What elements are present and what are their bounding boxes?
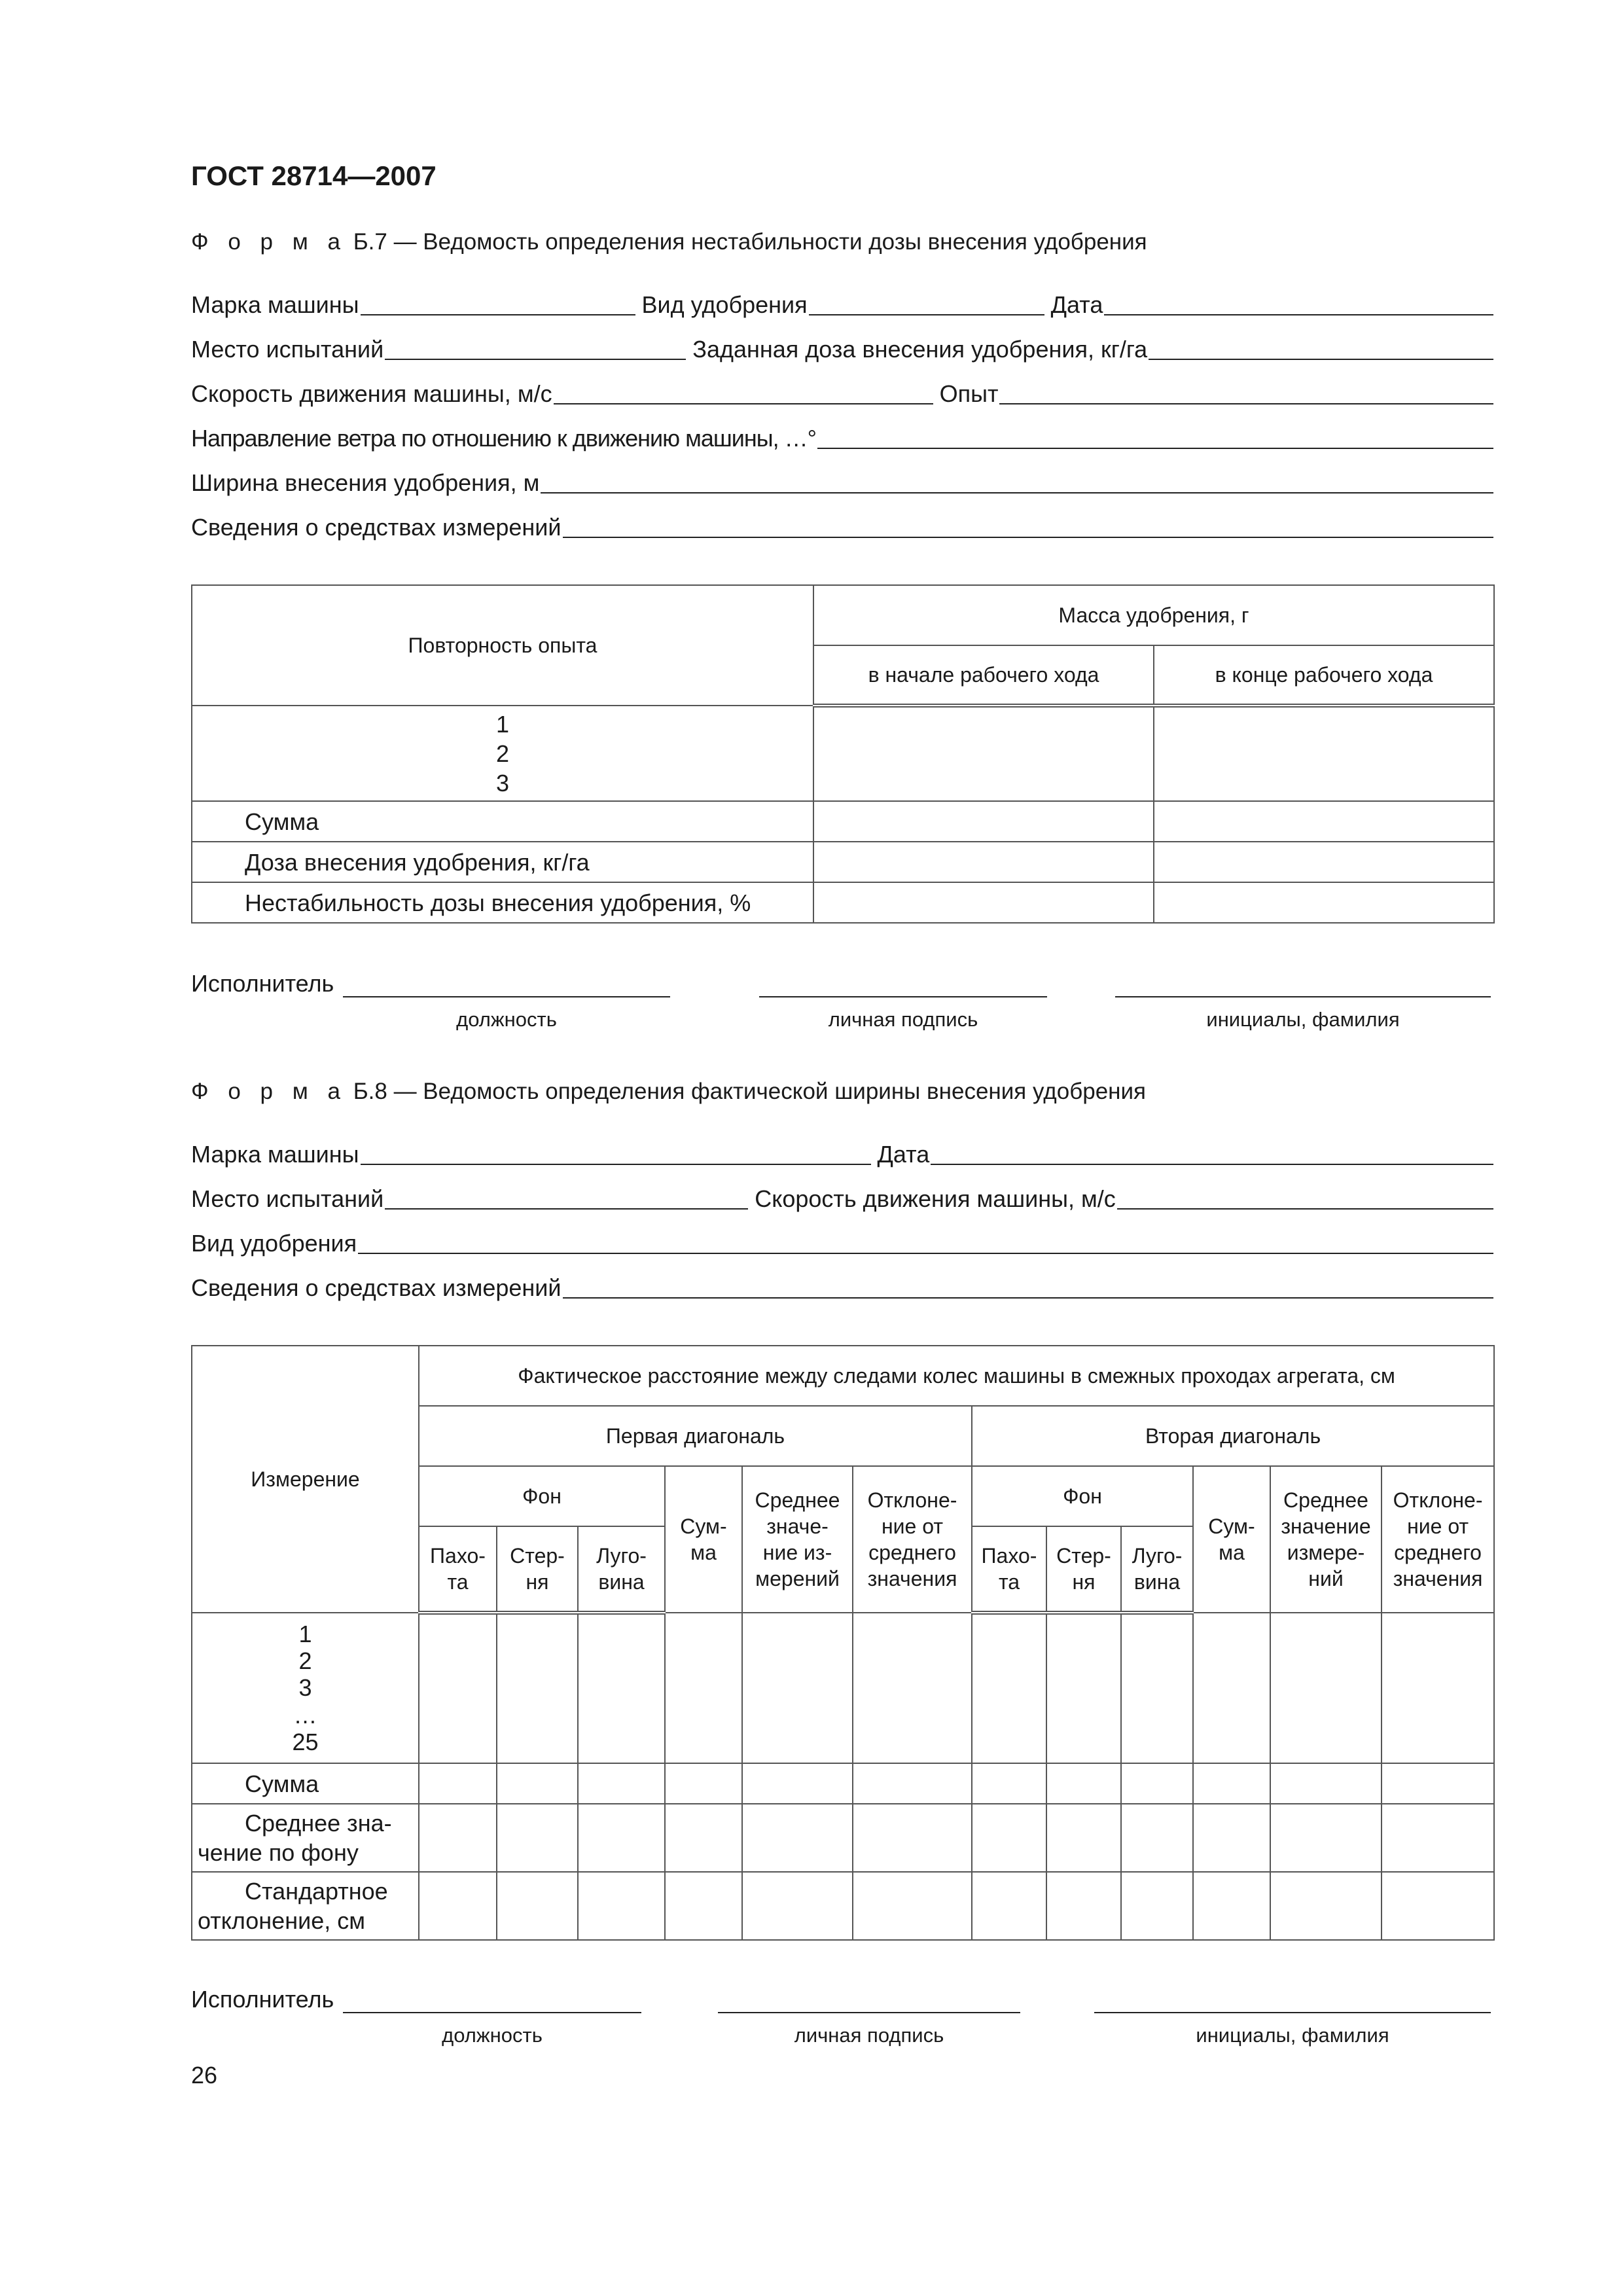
b8-cell[interactable] bbox=[1121, 1763, 1193, 1804]
b8-cell[interactable] bbox=[1121, 1613, 1193, 1763]
b8-machine-brand-field[interactable] bbox=[361, 1140, 871, 1165]
form-b8-title-text: Б.8 — Ведомость определения фактической ширины внесения удобрения bbox=[353, 1079, 1146, 1104]
b8-row-instruments bbox=[191, 1271, 1493, 1301]
b8-mean-label: Среднее зна- чение по фону bbox=[192, 1804, 419, 1872]
b8-cell[interactable] bbox=[1046, 1872, 1121, 1940]
b8-dev1-header: Отклоне- ние от среднего значения bbox=[853, 1466, 972, 1613]
b8-cell[interactable] bbox=[665, 1804, 742, 1872]
b8-cell[interactable] bbox=[1121, 1804, 1193, 1872]
b8-fertilizer-type-field[interactable] bbox=[358, 1229, 1493, 1254]
b8-cell[interactable] bbox=[578, 1872, 665, 1940]
b7-sum-start[interactable] bbox=[813, 801, 1154, 842]
b8-row-brand bbox=[191, 1138, 1493, 1168]
form-b8-title bbox=[191, 1079, 1146, 1105]
b8-cell[interactable] bbox=[419, 1613, 497, 1763]
b8-sum2-header: Сум- ма bbox=[1193, 1466, 1270, 1613]
b8-cell[interactable] bbox=[972, 1763, 1046, 1804]
b8-second-diagonal-header: Вторая диагональ bbox=[972, 1406, 1494, 1466]
b7-name-field[interactable] bbox=[1115, 996, 1491, 997]
b8-instruments-label: Сведения о средствах измерений bbox=[191, 1274, 562, 1301]
b7-wind-field[interactable] bbox=[817, 424, 1493, 449]
b8-cell[interactable] bbox=[665, 1872, 742, 1940]
b8-name-caption: инициалы, фамилия bbox=[1196, 2024, 1389, 2047]
b8-cell[interactable] bbox=[1193, 1763, 1270, 1804]
b7-row-place bbox=[191, 332, 1493, 363]
b8-executor-label: Исполнитель bbox=[191, 1986, 334, 2013]
b7-position-field[interactable] bbox=[343, 996, 670, 997]
b8-fertilizer-type-label: Вид удобрения bbox=[191, 1230, 357, 1257]
b8-cell[interactable] bbox=[1270, 1872, 1382, 1940]
b8-speed-field[interactable] bbox=[1117, 1185, 1493, 1210]
b7-dose-start[interactable] bbox=[813, 842, 1154, 882]
b8-bg1-header: Фон bbox=[419, 1466, 665, 1526]
b7-date-field[interactable] bbox=[1104, 291, 1493, 315]
b7-col-start-header: в начале рабочего хода bbox=[813, 645, 1154, 706]
b7-set-dose-label: Заданная доза внесения удобрения, кг/га bbox=[692, 336, 1148, 363]
b7-dose-row bbox=[192, 842, 1494, 882]
b7-fertilizer-type-label: Вид удобрения bbox=[641, 291, 808, 318]
b7-instruments-label: Сведения о средствах измерений bbox=[191, 514, 562, 541]
b8-cell[interactable] bbox=[1046, 1804, 1121, 1872]
b7-name-caption: инициалы, фамилия bbox=[1206, 1008, 1400, 1031]
form-b8-title-prefix: Ф о р м а bbox=[191, 1079, 347, 1104]
b8-first-diagonal-header: Первая диагональ bbox=[419, 1406, 972, 1466]
b8-cell[interactable] bbox=[497, 1613, 578, 1763]
b7-instability-start[interactable] bbox=[813, 882, 1154, 923]
b8-std-row bbox=[192, 1872, 1494, 1940]
b7-row-instruments bbox=[191, 511, 1493, 541]
form-b7-title-prefix: Ф о р м а bbox=[191, 229, 347, 255]
b8-col-measure-header: Измерение bbox=[192, 1346, 419, 1613]
b8-cell[interactable] bbox=[665, 1763, 742, 1804]
b7-row-width bbox=[191, 466, 1493, 496]
b7-experiment-label: Опыт bbox=[939, 380, 999, 407]
b8-cell[interactable] bbox=[497, 1872, 578, 1940]
b7-dose-label: Доза внесения удобрения, кг/га bbox=[192, 842, 813, 882]
b8-sum1-header: Сум- ма bbox=[665, 1466, 742, 1613]
b7-sum-label: Сумма bbox=[192, 801, 813, 842]
b7-instability-row bbox=[192, 882, 1494, 923]
b7-col-mass-header: Масса удобрения, г bbox=[813, 585, 1494, 645]
b8-speed-label: Скорость движения машины, м/с bbox=[755, 1185, 1116, 1212]
b8-table bbox=[191, 1345, 1495, 1941]
b8-cell[interactable] bbox=[497, 1763, 578, 1804]
form-b7-title-text: Б.7 — Ведомость определения нестабильности дозы внесения удобрения bbox=[353, 229, 1147, 255]
b8-sum-row bbox=[192, 1763, 1494, 1804]
b8-date-field[interactable] bbox=[931, 1140, 1493, 1165]
b7-fertilizer-type-field[interactable] bbox=[809, 291, 1044, 315]
b8-cell[interactable] bbox=[1193, 1613, 1270, 1763]
b8-cell[interactable] bbox=[1382, 1763, 1494, 1804]
b8-plowed2-header: Пахо- та bbox=[972, 1526, 1046, 1613]
b8-cell[interactable] bbox=[578, 1804, 665, 1872]
b8-cell[interactable] bbox=[497, 1804, 578, 1872]
b7-repeat-3: 3 bbox=[495, 769, 510, 797]
b7-col-repeat-header: Повторность опыта bbox=[192, 585, 813, 706]
b8-cell[interactable] bbox=[1270, 1613, 1382, 1763]
b8-cell[interactable] bbox=[972, 1872, 1046, 1940]
b7-position-caption: должность bbox=[456, 1008, 557, 1031]
b8-cell[interactable] bbox=[1382, 1872, 1494, 1940]
b7-instability-label: Нестабильность дозы внесения удобрения, % bbox=[192, 882, 813, 923]
b8-cell[interactable] bbox=[1382, 1613, 1494, 1763]
b7-speed-field[interactable] bbox=[554, 380, 933, 404]
b8-meadow1-header: Луго- вина bbox=[578, 1526, 665, 1613]
b7-repeat-1: 1 bbox=[495, 710, 510, 738]
b8-signature-field[interactable] bbox=[718, 2012, 1020, 2013]
b7-width-field[interactable] bbox=[541, 469, 1493, 493]
b8-cell[interactable] bbox=[1121, 1872, 1193, 1940]
b8-cell[interactable] bbox=[1382, 1804, 1494, 1872]
b8-cell[interactable] bbox=[1270, 1763, 1382, 1804]
b8-position-caption: должность bbox=[442, 2024, 543, 2047]
b7-wind-label: Направление ветра по отношению к движению машины, …° bbox=[191, 425, 817, 452]
b8-std-label: Стандартное отклонение, см bbox=[192, 1872, 419, 1940]
b7-sum-row bbox=[192, 801, 1494, 842]
b8-cell[interactable] bbox=[1046, 1613, 1121, 1763]
b8-cell[interactable] bbox=[578, 1613, 665, 1763]
b7-machine-brand-field[interactable] bbox=[361, 291, 635, 315]
b8-dev2-header: Отклоне- ние от среднего значения bbox=[1382, 1466, 1494, 1613]
b8-cell[interactable] bbox=[853, 1804, 972, 1872]
b7-cell-start[interactable] bbox=[813, 706, 1154, 801]
b7-instruments-field[interactable] bbox=[563, 513, 1493, 538]
b8-position-field[interactable] bbox=[343, 2012, 641, 2013]
b7-repeats-cell bbox=[192, 706, 813, 801]
b8-cell[interactable] bbox=[419, 1763, 497, 1804]
b7-repeats-row bbox=[192, 706, 1494, 801]
b8-cell[interactable] bbox=[1193, 1872, 1270, 1940]
b8-signature-caption: личная подпись bbox=[794, 2024, 944, 2047]
b8-mean-row bbox=[192, 1804, 1494, 1872]
page-number: 26 bbox=[191, 2062, 218, 2089]
b8-cell[interactable] bbox=[742, 1872, 853, 1940]
b8-cell[interactable] bbox=[853, 1763, 972, 1804]
b7-row-wind bbox=[191, 422, 1493, 452]
b8-meadow2-header: Луго- вина bbox=[1121, 1526, 1193, 1613]
b7-signature-block bbox=[191, 969, 1493, 1034]
b7-machine-brand-label: Марка машины bbox=[191, 291, 359, 318]
b8-cell[interactable] bbox=[1270, 1804, 1382, 1872]
b8-cell[interactable] bbox=[742, 1804, 853, 1872]
b7-experiment-field[interactable] bbox=[999, 380, 1493, 404]
b8-col-distance-header: Фактическое расстояние между следами колес машины в смежных проходах агрегата, см bbox=[419, 1346, 1494, 1406]
b8-name-field[interactable] bbox=[1094, 2012, 1491, 2013]
b8-instruments-field[interactable] bbox=[563, 1274, 1493, 1299]
b8-stubble1-header: Стер- ня bbox=[497, 1526, 578, 1613]
b7-cell-end[interactable] bbox=[1154, 706, 1494, 801]
b8-cell[interactable] bbox=[972, 1804, 1046, 1872]
b8-stubble2-header: Стер- ня bbox=[1046, 1526, 1121, 1613]
b8-mean2-header: Среднее значение измере- ний bbox=[1270, 1466, 1382, 1613]
b8-cell[interactable] bbox=[742, 1613, 853, 1763]
b8-measurements-cell: 1 2 3 … 25 bbox=[192, 1613, 419, 1763]
b7-repeat-2: 2 bbox=[495, 740, 510, 767]
b7-table bbox=[191, 584, 1495, 924]
b8-measurements-row bbox=[192, 1613, 1494, 1763]
b8-cell[interactable] bbox=[578, 1763, 665, 1804]
b7-date-label: Дата bbox=[1050, 291, 1103, 318]
b7-row-brand bbox=[191, 288, 1493, 318]
b7-executor-label: Исполнитель bbox=[191, 970, 334, 997]
b8-cell[interactable] bbox=[972, 1613, 1046, 1763]
b8-row-place bbox=[191, 1182, 1493, 1212]
b8-cell[interactable] bbox=[419, 1804, 497, 1872]
b7-instability-end[interactable] bbox=[1154, 882, 1494, 923]
b8-cell[interactable] bbox=[853, 1613, 972, 1763]
b8-cell[interactable] bbox=[665, 1613, 742, 1763]
b8-machine-brand-label: Марка машины bbox=[191, 1141, 359, 1168]
standard-header: ГОСТ 28714—2007 bbox=[191, 160, 437, 191]
b8-bg2-header: Фон bbox=[972, 1466, 1193, 1526]
b7-signature-field[interactable] bbox=[759, 996, 1047, 997]
b7-row-speed bbox=[191, 377, 1493, 407]
b8-cell[interactable] bbox=[1193, 1804, 1270, 1872]
b7-signature-caption: личная подпись bbox=[828, 1008, 978, 1031]
b8-cell[interactable] bbox=[853, 1872, 972, 1940]
b8-cell[interactable] bbox=[742, 1763, 853, 1804]
b7-test-place-field[interactable] bbox=[385, 335, 686, 360]
b8-signature-block bbox=[191, 1984, 1493, 2050]
b7-set-dose-field[interactable] bbox=[1149, 335, 1493, 360]
b7-width-label: Ширина внесения удобрения, м bbox=[191, 469, 540, 496]
b7-sum-end[interactable] bbox=[1154, 801, 1494, 842]
b8-cell[interactable] bbox=[1046, 1763, 1121, 1804]
b8-test-place-label: Место испытаний bbox=[191, 1185, 384, 1212]
b8-plowed1-header: Пахо- та bbox=[419, 1526, 497, 1613]
form-b7-title bbox=[191, 229, 1147, 255]
b8-row-fertilizer bbox=[191, 1227, 1493, 1257]
b8-cell[interactable] bbox=[419, 1872, 497, 1940]
b8-test-place-field[interactable] bbox=[385, 1185, 748, 1210]
b7-col-end-header: в конце рабочего хода bbox=[1154, 645, 1494, 706]
b8-mean1-header: Среднее значе- ние из- мерений bbox=[742, 1466, 853, 1613]
b8-date-label: Дата bbox=[877, 1141, 930, 1168]
b7-speed-label: Скорость движения машины, м/с bbox=[191, 380, 552, 407]
b7-dose-end[interactable] bbox=[1154, 842, 1494, 882]
b8-sum-label: Сумма bbox=[192, 1763, 419, 1804]
b7-test-place-label: Место испытаний bbox=[191, 336, 384, 363]
